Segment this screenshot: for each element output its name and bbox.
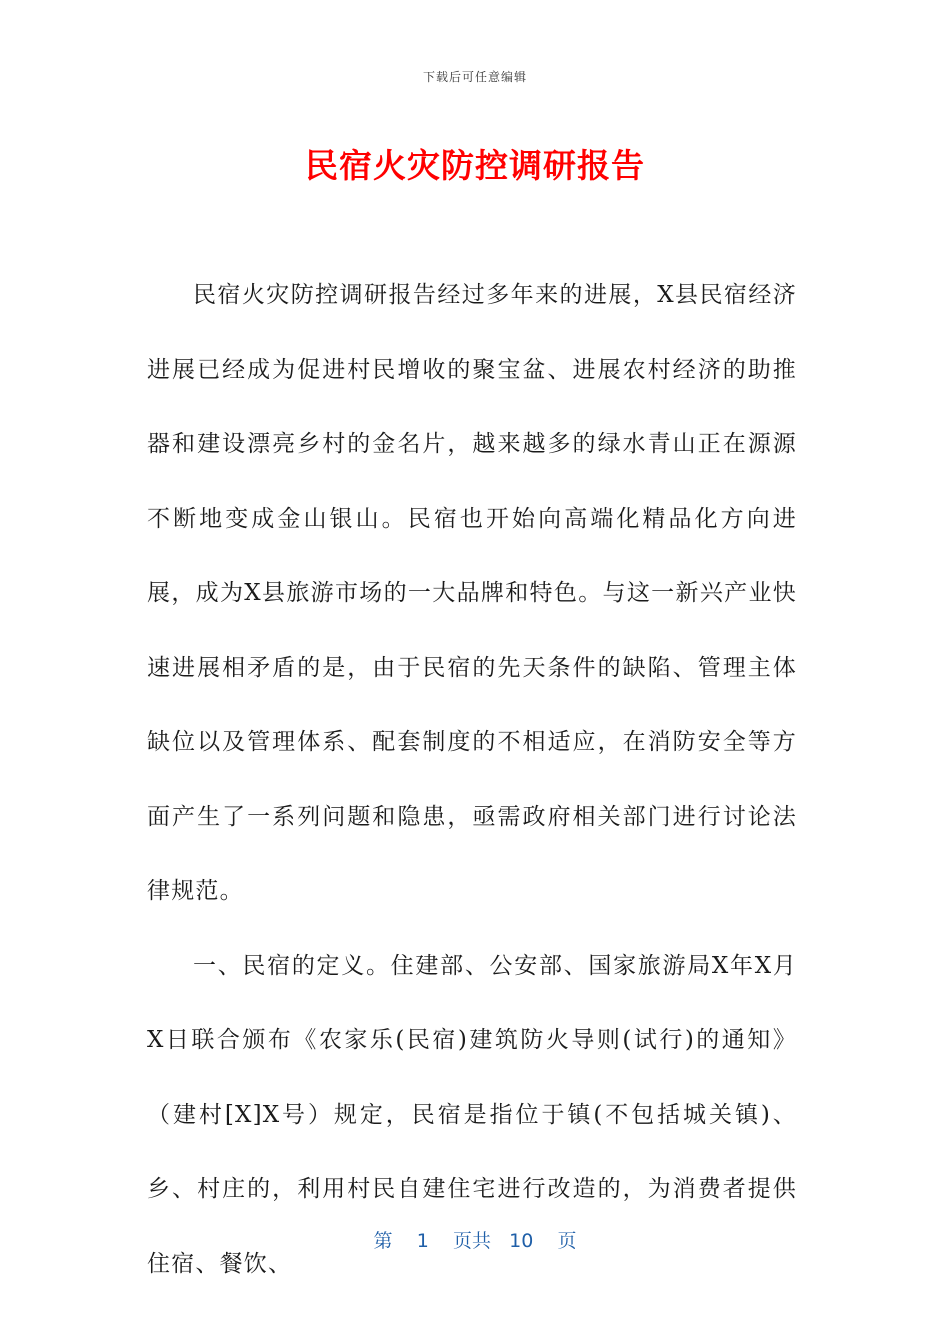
header-note: 下载后可任意编辑 — [422, 70, 527, 84]
document-title: 民宿火灾防控调研报告 — [305, 146, 645, 185]
footer-page-number: 1 — [416, 1230, 429, 1252]
footer-page-suffix: 页 — [557, 1230, 577, 1252]
paragraph-intro: 民宿火灾防控调研报告经过多年来的进展，X县民宿经济进展已经成为促进村民增收的聚宝盆、进展农村经济的助推器和建设漂亮乡村的金名片，越来越多的绿水青山正在源源不断地变成金山银山。民宿也开始向高端化精品化方向进展，成为X县旅游市场的一大品牌和特色。与这一新兴产业快速进展相矛盾的是，由于民宿的先天条件的缺陷、管理主体缺位以及管理体系、配套制度的不相适应，在消防安全等方面产生了一系列问题和隐患，亟需政府相关部门进行讨论法律规范。 — [147, 282, 797, 904]
footer-page-prefix: 第 — [373, 1230, 393, 1252]
paragraph-definition: 一、民宿的定义。住建部、公安部、国家旅游局X年X月X日联合颁布《农家乐(民宿)建筑防火导则(试行)的通知》（建村[X]X号）规定，民宿是指位于镇(不包括城关镇)、乡、村庄的，利用村民自建住宅进行改造的，为消费者提供住宿、餐饮、 — [147, 952, 797, 1277]
document-body — [147, 258, 797, 1301]
footer-page-middle: 页共 — [452, 1230, 491, 1252]
footer-total-pages: 10 — [509, 1230, 534, 1252]
page-footer — [0, 1226, 950, 1253]
